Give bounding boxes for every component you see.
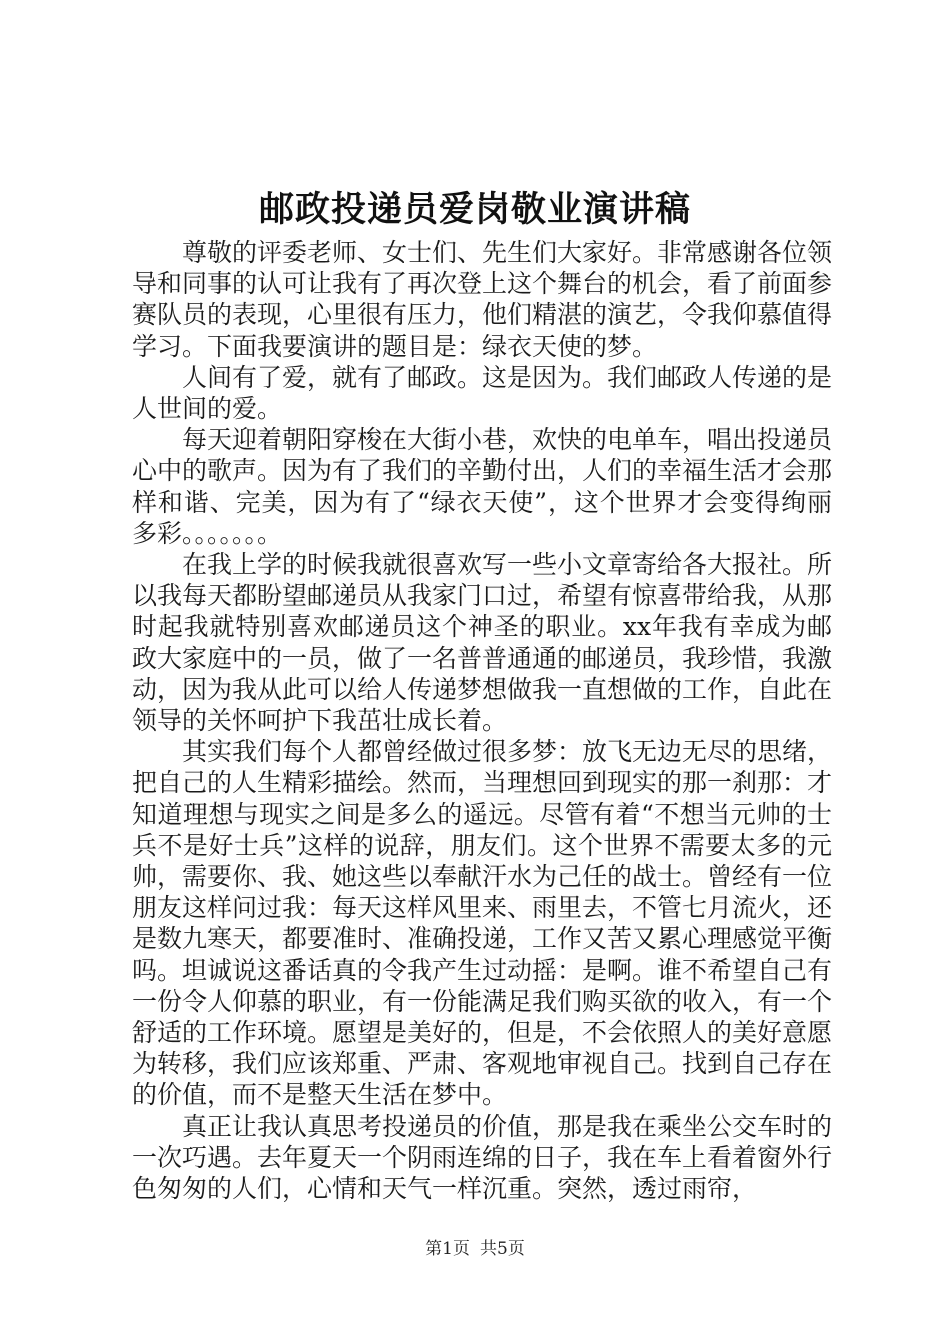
paragraph: 尊敬的评委老师、女士们、先生们大家好。非常感谢各位领导和同事的认可让我有了再次登上这个舞台的机会，看了前面参赛队员的表现，心里很有压力，他们精湛的演艺，令我仰慕值得学习。下面我要演讲的题目是：绿衣天使的梦。: [132, 238, 833, 361]
paragraph: 真正让我认真思考投递员的价值，那是我在乘坐公交车时的一次巧遇。去年夏天一个阴雨连绵的日子，我在车上看着窗外行色匆匆的人们，心情和天气一样沉重。突然，透过雨帘，: [132, 1111, 833, 1204]
paragraph: 其实我们每个人都曾经做过很多梦：放飞无边无尽的思绪，把自己的人生精彩描绘。然而，当理想回到现实的那一刹那：才知道理想与现实之间是多么的遥远。尽管有着“不想当元帅的士兵不是好士兵”这样的说辞，朋友们。这个世界不需要太多的元帅，需要你、我、她这些以奉献汗水为己任的战士。曾经有一位朋友这样问过我：每天这样风里来、雨里去，不管七月流火，还是数九寒天，都要准时、准确投递，工作又苦又累心理感觉平衡吗。坦诚说这番话真的令我产生过动摇：是啊。谁不希望自己有一份令人仰慕的职业，有一份能满足我们购买欲的收入，有一个舒适的工作环境。愿望是美好的，但是，不会依照人的美好意愿为转移，我们应该郑重、严肃、客观地审视自己。找到自己存在的价值，而不是整天生活在梦中。: [132, 737, 833, 1110]
document-title: 邮政投递员爱岗敬业演讲稿: [258, 189, 691, 230]
document-body: [132, 237, 832, 1204]
page-number-total: 共5页: [480, 1239, 525, 1259]
page-number-current: 第1页: [425, 1239, 470, 1259]
paragraph: 人间有了爱，就有了邮政。这是因为。我们邮政人传递的是人世间的爱。: [132, 362, 833, 424]
page-footer: [0, 1237, 950, 1261]
paragraph: 每天迎着朝阳穿梭在大街小巷，欢快的电单车，唱出投递员心中的歌声。因为有了我们的辛勤付出，人们的幸福生活才会那样和谐、完美，因为有了“绿衣天使”，这个世界才会变得绚丽多彩。。。。。。。: [132, 425, 833, 548]
paragraph: 在我上学的时候我就很喜欢写一些小文章寄给各大报社。所以我每天都盼望邮递员从我家门口过，希望有惊喜带给我，从那时起我就特别喜欢邮递员这个神圣的职业。xx年我有幸成为邮政大家庭中的一员，做了一名普普通通的邮递员，我珍惜，我激动，因为我从此可以给人传递梦想做我一直想做的工作，自此在领导的关怀呵护下我茁壮成长着。: [132, 550, 833, 736]
